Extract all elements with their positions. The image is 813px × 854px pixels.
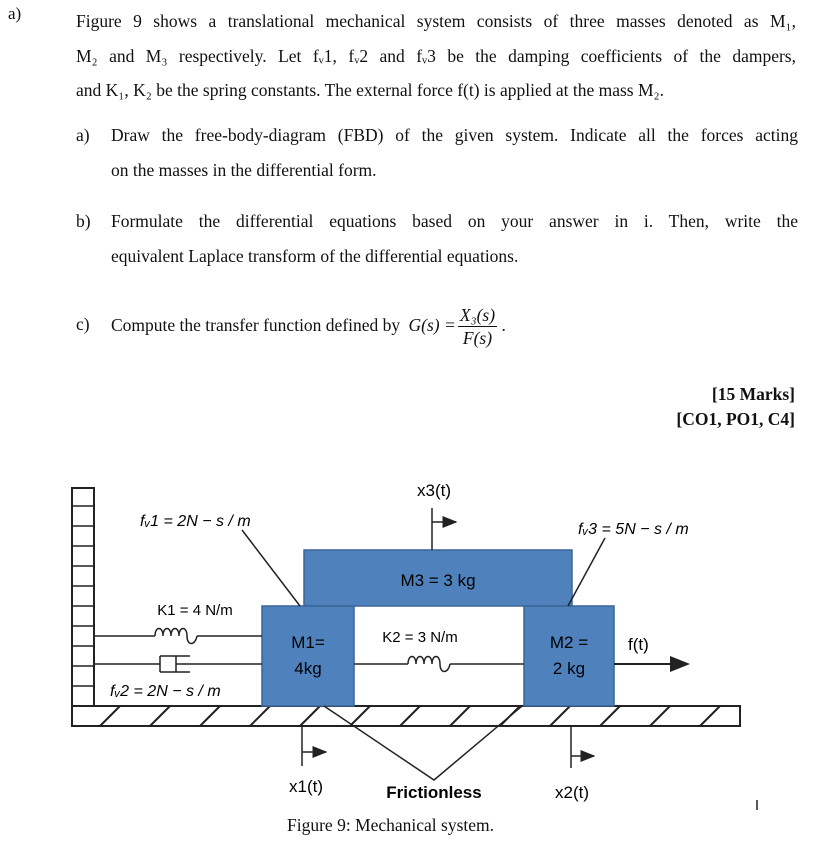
- mass-m2: [524, 606, 614, 706]
- part-c-label: c): [76, 314, 90, 334]
- damper-fv1-label: fᵥ1 = 2N − s / m: [140, 513, 251, 530]
- x2-label: x2(t): [555, 783, 589, 802]
- part-b: [76, 204, 798, 274]
- part-a-line-1: Draw the free-body-diagram (FBD) of the given system. Indicate all the forces acting: [111, 125, 798, 145]
- mechanical-system-figure: [0, 470, 813, 810]
- part-b-label: b): [76, 211, 91, 231]
- part-a-line-2: on the masses in the differential form.: [111, 159, 377, 180]
- question-number: a): [8, 4, 22, 23]
- force-label: f(t): [628, 635, 649, 654]
- x3-label: x3(t): [417, 481, 451, 500]
- part-a-label: a): [76, 125, 90, 145]
- spring-k2-label: K2 = 3 N/m: [382, 629, 458, 646]
- intro-line-1: Figure 9 shows a translational mechanical system consists of three masses denoted as M₁,: [76, 11, 796, 31]
- part-b-line-2: equivalent Laplace transform of the differential equations.: [111, 245, 519, 266]
- mass-m1-label-1: M1=: [291, 633, 325, 652]
- marks-total: [15 Marks]: [711, 384, 795, 404]
- part-b-line-1: Formulate the differential equations based on your answer in i. Then, write the: [111, 211, 798, 231]
- spring-k1: [94, 629, 262, 644]
- fraction-numerator: X₃(s): [459, 305, 496, 326]
- intro-line-3: and K₁, K₂ be the spring constants. The external force f(t) is applied at the mass M₂.: [76, 80, 665, 100]
- fixed-wall: [72, 488, 94, 712]
- figure-caption: Figure 9: Mechanical system.: [287, 815, 495, 835]
- part-c-end: .: [501, 315, 506, 335]
- marks-outcomes: [CO1, PO1, C4]: [676, 409, 795, 429]
- damper-fv3-leader: [568, 538, 605, 606]
- mass-m2-label-2: 2 kg: [552, 659, 586, 678]
- marks-block: [676, 382, 795, 432]
- mass-m1: [262, 606, 354, 706]
- damper-fv3-label: fᵥ3 = 5N − s / m: [578, 521, 689, 538]
- spring-k2: [354, 657, 524, 672]
- part-a: [76, 118, 798, 188]
- transfer-function-fraction: [458, 304, 497, 349]
- mass-m3-label: M3 = 3 kg: [400, 571, 476, 590]
- spring-k1-label: K1 = 4 N/m: [157, 602, 233, 619]
- damper-fv2: [94, 656, 262, 672]
- part-c: [76, 300, 798, 356]
- part-c-text: Compute the transfer function defined by: [111, 315, 401, 335]
- fraction-denominator: F(s): [462, 328, 493, 349]
- transfer-function-lhs: G(s) =: [408, 315, 456, 335]
- intro-line-2: M₂ and M₃ respectively. Let fᵥ1, fᵥ2 and fᵥ3 be the damping coefficients of the dampers,: [76, 45, 796, 66]
- frictionless-label: Frictionless: [386, 783, 482, 802]
- damper-fv1-leader: [242, 530, 300, 606]
- x1-label: x1(t): [289, 777, 323, 796]
- mass-m1-label-2: 4kg: [294, 659, 322, 678]
- question-intro: [76, 4, 796, 108]
- damper-fv2-label: fᵥ2 = 2N − s / m: [110, 683, 221, 700]
- ground: [72, 706, 740, 726]
- mass-m2-label-1: M2 =: [549, 633, 589, 652]
